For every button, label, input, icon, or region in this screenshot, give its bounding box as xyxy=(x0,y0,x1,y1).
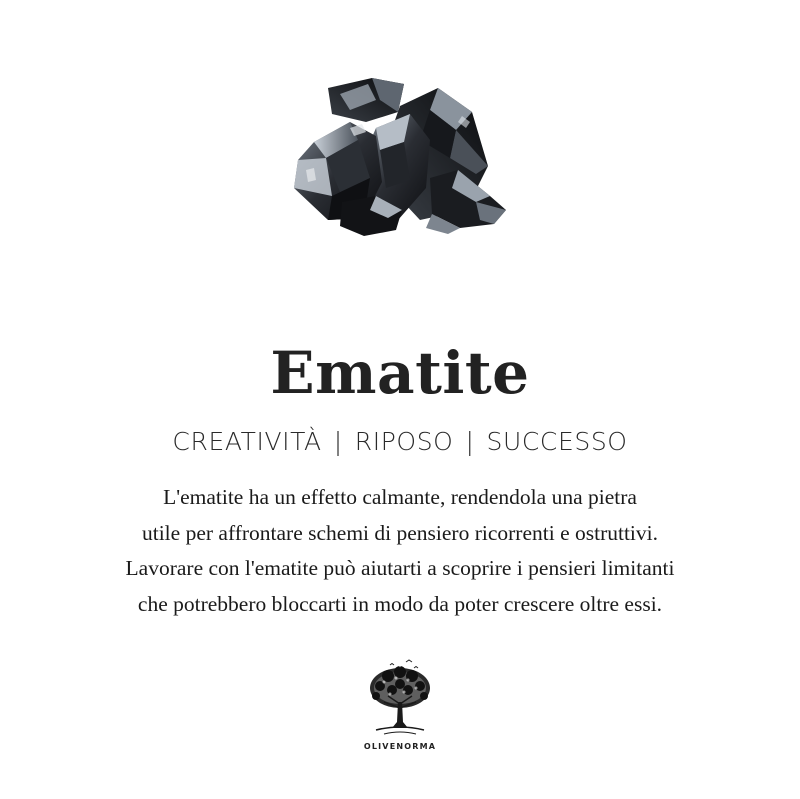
property-separator: | xyxy=(333,427,343,456)
hematite-stone-image xyxy=(280,70,520,240)
tree-of-life-icon xyxy=(362,658,438,738)
brand-name: OLIVENORMA xyxy=(363,742,437,751)
brand-logo xyxy=(350,658,450,751)
stone-description xyxy=(40,480,760,622)
stone-properties xyxy=(0,422,800,462)
description-line: che potrebbero bloccarti in modo da poter crescere oltre essi. xyxy=(137,591,663,616)
description-line: utile per affrontare schemi di pensiero ricorrenti e ostruttivi. xyxy=(141,520,659,545)
stone-title: Ematite xyxy=(270,339,530,407)
description-line: Lavorare con l'ematite può aiutarti a scoprire i pensieri limitanti xyxy=(125,556,675,580)
property-creativity: CREATIVITÀ xyxy=(172,427,322,456)
property-rest: RIPOSO xyxy=(354,427,454,456)
property-separator: | xyxy=(465,427,475,456)
description-line: L'ematite ha un effetto calmante, rendendola una pietra xyxy=(163,485,637,509)
hematite-crystal-icon xyxy=(280,70,520,240)
property-success: SUCCESSO xyxy=(486,427,628,456)
